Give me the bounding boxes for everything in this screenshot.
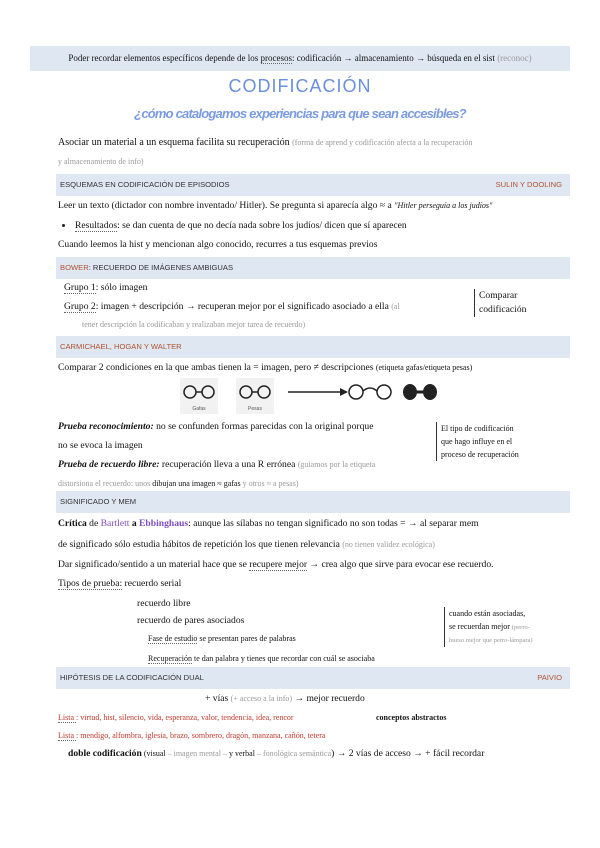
intro-line-2: y almacenamiento de info)	[58, 157, 144, 166]
sec4-sidenote: cuando están asociadas, se recuerdan mejor (perro- hueso mejor que perro-lámpara)	[444, 607, 533, 647]
sec1-line-2: Resultados: se dan cuenta de que no decía nada sobre los judíos/ dicen que sí aparecen	[62, 220, 407, 231]
sec4-recuerdo-pares: recuerdo de pares asociados	[137, 615, 245, 626]
header-text-3: : codificación → almacenamiento → búsqueda en el sist	[292, 53, 498, 63]
header-text-1: Poder recordar elementos específicos depende de los	[68, 53, 261, 63]
section-heading: ESQUEMAS EN CODIFICACIÓN DE EPISODIOS	[60, 180, 230, 189]
recalled-weight-right-icon	[423, 384, 437, 400]
recalled-glasses-left-icon	[349, 385, 363, 399]
sec2-line-3: tener descripción la codificaban y realizaban mejor tarea de recuerdo)	[82, 320, 306, 329]
section-band-esquemas	[56, 174, 570, 196]
sec2-grupo-1: Grupo 1: sólo imagen	[64, 282, 148, 293]
header-note: (reconoc)	[497, 53, 532, 63]
page-subtitle: ¿cómo catalogamos experiencias para que sean accesibles?	[134, 106, 466, 121]
sec5-conceptos-abstractos: conceptos abstractos	[376, 713, 447, 722]
sec1-line-1: Leer un texto (dictador con nombre inventado/ Hitler). Se pregunta si aparecía algo ≈ a "Hitler perseguía a los judíos"	[58, 200, 493, 211]
arrowhead-icon	[340, 388, 348, 396]
sec3-sidenote: El tipo de codificación que hago influye en el proceso de recuperación	[436, 422, 519, 461]
sec4-critica: Crítica de Bartlett a Ebbinghaus: aunque las sílabas no tengan significado no son todas = → al separar mem	[58, 518, 479, 529]
section-authors: SULIN Y DOOLING	[495, 180, 562, 189]
intro-line-1: Asociar un material a un esquema facilita su recuperación (forma de aprend y codificación afecta a la recuperación	[58, 137, 473, 148]
sec4-tipos-prueba: Tipos de prueba: recuerdo serial	[58, 578, 182, 589]
recalled-glasses-right-icon	[377, 385, 391, 399]
sec2-sidenote: Comparar codificación	[474, 289, 526, 317]
recalled-glasses-bridge-icon	[363, 388, 377, 391]
sec4-line-2: de significado sólo estudia hábitos de repetición los que tienen relevancia (no tienen validez ecológica)	[58, 539, 435, 550]
header-procesos: procesos	[260, 53, 292, 63]
section-band-significado: SIGNIFICADO Y MEM	[56, 491, 570, 513]
sec5-lista-2: Lista : mendigo, alfombra, iglesia, brazo, sombrero, dragón, manzana, cañón, tetera	[58, 731, 326, 740]
sec3-prueba-recuerdo: Prueba de recuerdo libre: recuperación lleva a una R errónea (guiamos por la etiqueta	[58, 459, 376, 470]
section-band-codificacion-dual: HIPÓTESIS DE LA CODIFICACIÓN DUAL PAIVIO	[56, 667, 570, 689]
sec4-fase-estudio: Fase de estudio se presentan pares de palabras	[148, 634, 296, 643]
sec5-doble-codificacion: doble codificación (visual – imagen mental – y verbal – fonológica semántica) → 2 vías de acceso → + fácil recordar	[68, 748, 485, 759]
sec4-recuerdo-libre: recuerdo libre	[137, 598, 191, 609]
header-bar	[30, 46, 570, 71]
sec3-line-3: no se evoca la imagen	[58, 440, 143, 451]
page-title: CODIFICACIÓN	[228, 76, 372, 96]
sec3-line-1: Comparar 2 condiciones en la que ambas tienen la = imagen, pero ≠ descripciones (etiqueta gafas/etiqueta pesas)	[58, 362, 473, 373]
sec4-recuperacion: Recuperación te dan palabra y tienes que recordar con cuál se asociaba	[148, 654, 375, 663]
glasses-figure	[180, 378, 440, 416]
sec5-lista-1: Lista : virtud, hist, silencio, vida, esperanza, valor, tendencia, idea, rencor	[58, 713, 294, 722]
recalled-weight-left-icon	[403, 384, 417, 400]
figure-label-pesas: Pesas	[248, 406, 262, 412]
sec4-line-3: Dar significado/sentido a un material hace que se recupere mejor → crea algo que sirve para evocar ese recuerdo.	[58, 559, 494, 570]
section-band-carmichael: CARMICHAEL, HOGAN Y WALTER	[56, 336, 570, 358]
bullet-icon	[62, 224, 65, 227]
sec2-grupo-2: Grupo 2: imagen + descripción → recuperan mejor por el significado asociado a ella (al	[64, 301, 400, 312]
sec5-line-1: + vías (+ acceso a la info) → mejor recuerdo	[205, 693, 365, 704]
sec1-line-3: Cuando leemos la hist y mencionan algo conocido, recurres a tus esquemas previos	[58, 239, 378, 250]
sec3-line-5: distorsiona el recuerdo: unos dibujan una imagen ≈ gafas y otros ≈ a pesas)	[58, 479, 299, 488]
figure-label-gafas: Gafas	[192, 406, 206, 412]
sec3-prueba-reconocimiento: Prueba reconocimiento: no se confunden formas parecidas con la original porque	[58, 421, 374, 432]
section-band-bower: BOWER: RECUERDO DE IMÁGENES AMBIGUAS	[56, 257, 570, 279]
